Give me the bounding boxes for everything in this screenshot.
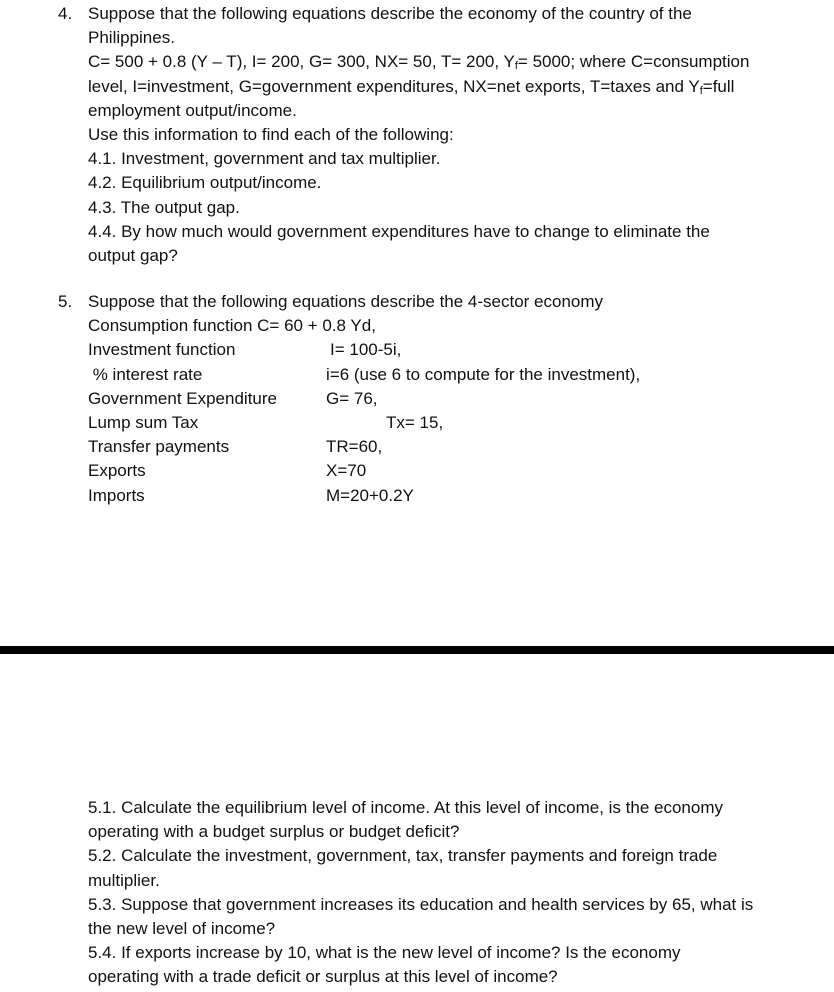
q5-item-5-2-cont: multiplier. bbox=[88, 870, 160, 890]
row-label: % interest rate bbox=[88, 364, 203, 384]
q4-equation-line-2: level, I=investment, G=government expenditures, NX=net exports, T=taxes and $Y_f=full$ bbox=[88, 76, 735, 97]
row-value: X=70 bbox=[326, 461, 367, 481]
question-5-number: 5. bbox=[58, 292, 73, 311]
q4-item-4-4-cont: output gap? bbox=[88, 246, 178, 266]
q4-intro-line-2: Philippines. bbox=[88, 28, 175, 48]
q5-item-5-3: 5.3. Suppose that government increases its education and health services by 65, what is bbox=[88, 894, 754, 914]
q5-intro: Suppose that the following equations describe the 4-sector economy bbox=[88, 292, 604, 311]
q4-item-4-4: 4.4. By how much would government expenditures have to change to eliminate the bbox=[88, 221, 710, 241]
row-value: I= 100-5i, bbox=[330, 340, 402, 360]
q5-item-5-4: 5.4. If exports increase by 10, what is the new level of income? Is the economy bbox=[88, 943, 681, 963]
q4-equation-line-1: C= 500 + 0.8 (Y – T), I= 200, G= 300, NX= 50, T= 200, $Y_f= 5000$; where C=consumption bbox=[88, 52, 750, 73]
question-4-body bbox=[88, 2, 818, 268]
q5-row-exports bbox=[88, 459, 818, 483]
question-5-subquestions bbox=[88, 796, 818, 990]
q5-item-5-4-cont: operating with a trade deficit or surplus at this level of income? bbox=[88, 967, 558, 987]
q5-row-lump-sum-tax bbox=[88, 411, 818, 435]
q5-item-5-2: 5.2. Calculate the investment, government, tax, transfer payments and foreign trade bbox=[88, 846, 718, 866]
row-value: TR=60, bbox=[326, 437, 383, 457]
q5-item-5-3-cont: the new level of income? bbox=[88, 919, 276, 939]
row-label: Government Expenditure bbox=[88, 388, 277, 408]
q4-equation-line-3: employment output/income. bbox=[88, 100, 297, 120]
q5-row-imports bbox=[88, 484, 818, 508]
q4-instruction: Use this information to find each of the following: bbox=[88, 125, 454, 145]
q4-item-4-2: 4.2. Equilibrium output/income. bbox=[88, 173, 322, 193]
q5-row-transfer-payments bbox=[88, 435, 818, 459]
row-label: Exports bbox=[88, 461, 146, 481]
q5-item-5-1: 5.1. Calculate the equilibrium level of income. At this level of income, is the economy bbox=[88, 798, 723, 817]
q5-item-5-1-cont: operating with a budget surplus or budget deficit? bbox=[88, 822, 460, 842]
q4-item-4-3: 4.3. The output gap. bbox=[88, 197, 240, 217]
q5-row-government bbox=[88, 387, 818, 411]
q5-row-investment bbox=[88, 338, 818, 362]
row-value: i=6 (use 6 to compute for the investment), bbox=[326, 364, 641, 384]
question-4-number: 4. bbox=[58, 4, 73, 23]
q4-intro-line-1: Suppose that the following equations describe the economy of the country of the bbox=[88, 4, 692, 23]
q5-consumption-function: Consumption function C= 60 + 0.8 Yd, bbox=[88, 316, 376, 336]
row-label: Imports bbox=[88, 485, 145, 505]
question-5-body bbox=[88, 290, 818, 508]
q4-item-4-1: 4.1. Investment, government and tax multiplier. bbox=[88, 149, 441, 169]
row-value: Tx= 15, bbox=[386, 412, 444, 432]
q5-row-interest-rate bbox=[88, 363, 818, 387]
row-value: M=20+0.2Y bbox=[326, 485, 414, 505]
row-label: Investment function bbox=[88, 340, 236, 360]
page-divider bbox=[0, 646, 834, 654]
row-label: Transfer payments bbox=[88, 437, 230, 457]
row-value: G= 76, bbox=[326, 388, 378, 408]
row-label: Lump sum Tax bbox=[88, 412, 199, 432]
